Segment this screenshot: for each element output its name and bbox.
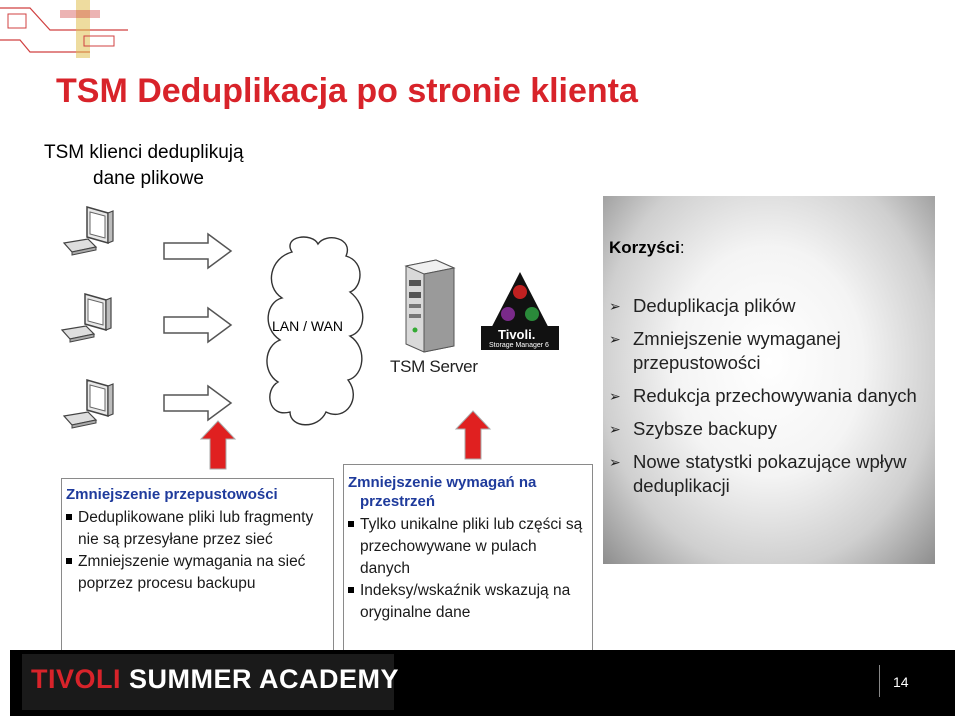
list-item: Zmniejszenie wymagania na sieć poprzez procesu backupu: [66, 551, 327, 595]
tivoli-product: Storage Manager 6: [489, 342, 549, 349]
network-label: LAN / WAN: [272, 318, 344, 334]
right-arrow-icon: [162, 384, 234, 422]
bandwidth-box-title: Zmniejszenie przepustowości: [66, 486, 278, 503]
list-item: ➢ Deduplikacja plików: [609, 295, 796, 316]
bullet-icon: [66, 558, 72, 564]
subtitle-line-1: TSM klienci deduplikują: [44, 142, 244, 163]
chevron-right-icon: ➢: [609, 331, 621, 347]
list-item: Tylko unikalne pliki lub części są przechowywane w pulach danych: [348, 514, 588, 580]
page-title: TSM Deduplikacja po stronie klienta: [56, 72, 638, 110]
list-item: Indeksy/wskaźnik wskazują na oryginalne dane: [348, 580, 588, 624]
server-label: TSM Server: [390, 357, 478, 376]
list-item: ➢ Szybsze backupy: [609, 418, 777, 439]
list-item: Deduplikowane pliki lub fragmenty nie są przesyłane przez sieć: [66, 507, 327, 551]
benefits-title: Korzyści:: [609, 238, 685, 257]
bullet-icon: [348, 521, 354, 527]
subtitle: [44, 140, 244, 192]
benefits-panel: [603, 196, 935, 564]
chevron-right-icon: ➢: [609, 298, 621, 314]
list-item: ➢ Zmniejszenie wymaganej przepustowości: [609, 328, 841, 373]
chevron-right-icon: ➢: [609, 421, 621, 437]
storage-reduction-box: [343, 464, 593, 654]
server-icon: [398, 258, 460, 354]
client-computer-icon: [60, 376, 122, 432]
client-computer-icon: [58, 290, 120, 346]
right-arrow-icon: [162, 232, 234, 270]
corner-decoration: [0, 0, 130, 62]
chevron-right-icon: ➢: [609, 454, 621, 470]
list-item: ➢ Nowe statystki pokazujące wpływ deduplikacji: [609, 451, 907, 496]
page-number: 14: [893, 674, 909, 690]
right-arrow-icon: [162, 306, 234, 344]
list-item: ➢ Redukcja przechowywania danych: [609, 385, 917, 406]
client-computer-icon: [60, 203, 122, 259]
bullet-icon: [66, 514, 72, 520]
benefits-list: [609, 294, 927, 507]
storage-box-title: Zmniejszenie wymagań na przestrzeń: [348, 474, 537, 510]
bullet-icon: [348, 587, 354, 593]
footer-divider: [879, 665, 880, 697]
up-arrow-icon: [454, 409, 492, 461]
chevron-right-icon: ➢: [609, 388, 621, 404]
footer-logo: TIVOLI SUMMER ACADEMY: [31, 664, 400, 694]
subtitle-line-2: dane plikowe: [93, 168, 204, 189]
tivoli-name: Tivoli.: [498, 327, 536, 342]
up-arrow-icon: [199, 419, 237, 471]
tivoli-badge: [481, 270, 559, 354]
bandwidth-reduction-box: [61, 478, 334, 666]
